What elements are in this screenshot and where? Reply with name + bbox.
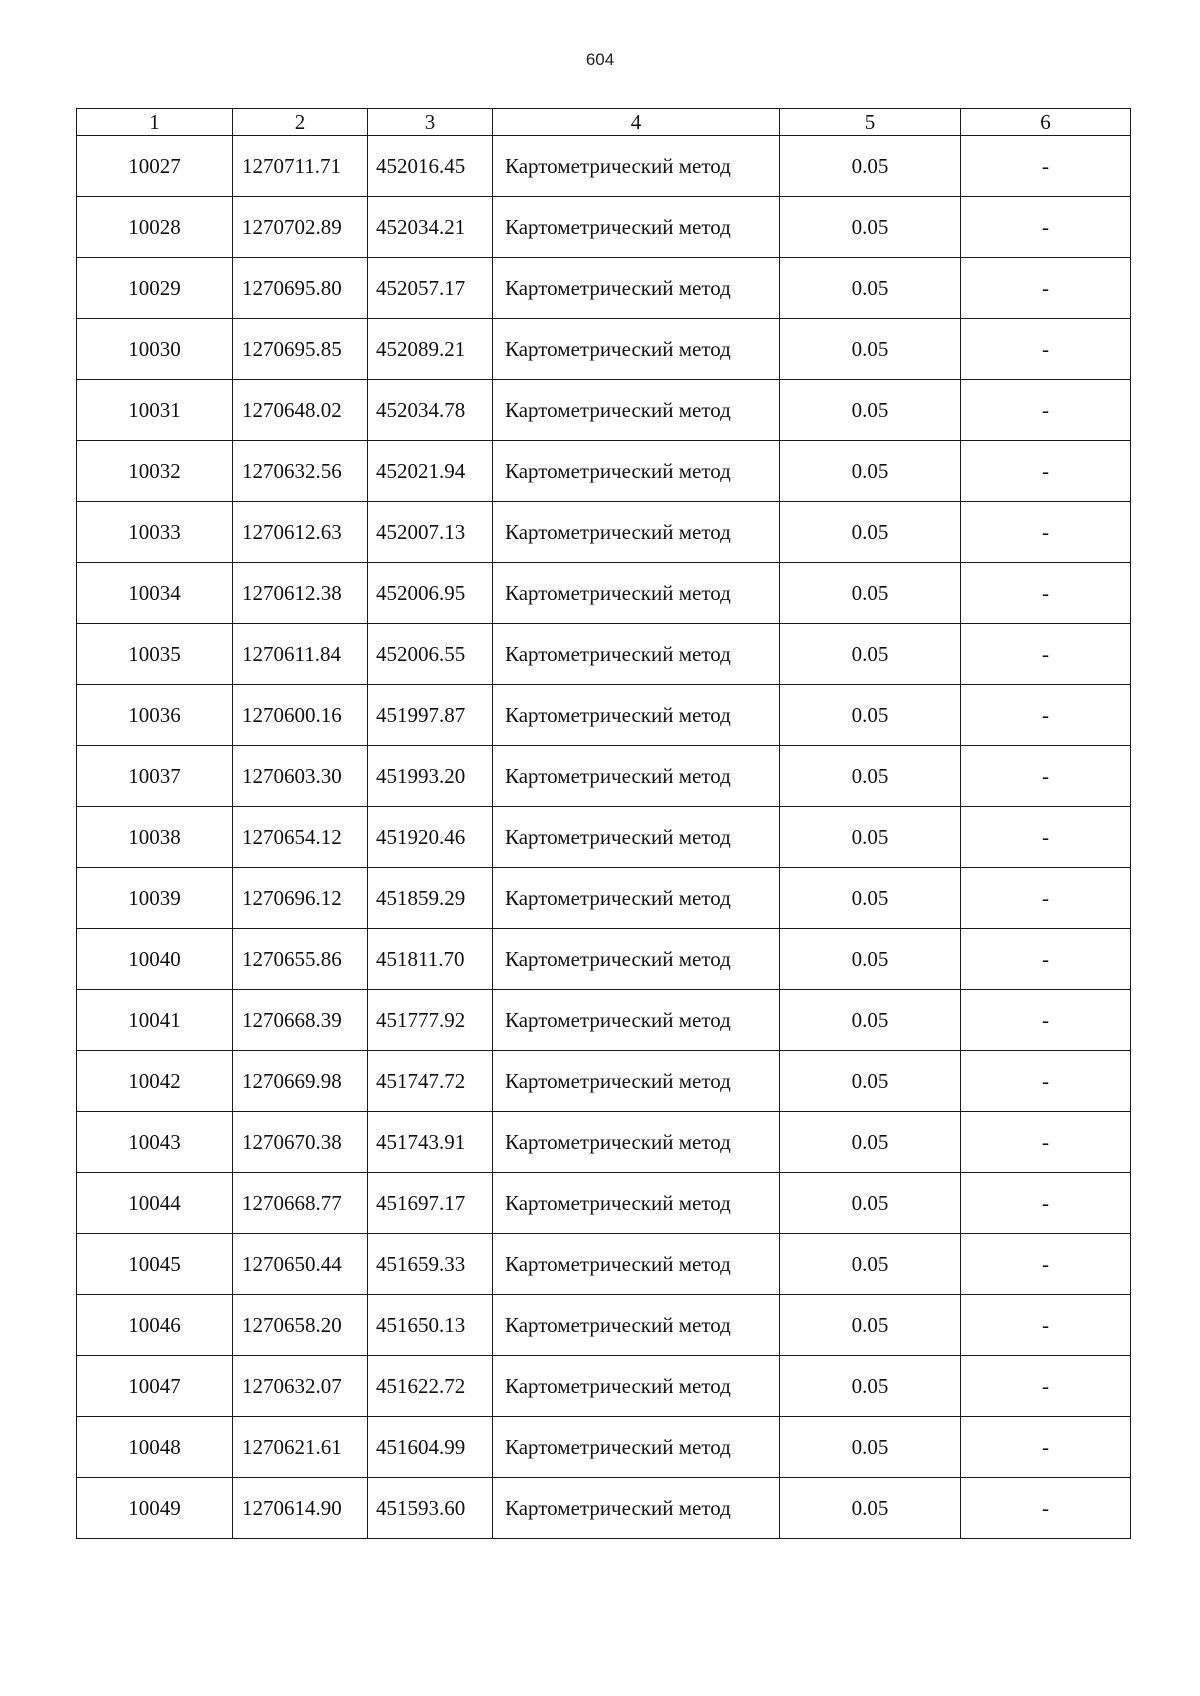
y-coordinate-cell: 451859.29: [368, 868, 493, 929]
note-cell: -: [961, 685, 1131, 746]
y-coordinate-cell: 452057.17: [368, 258, 493, 319]
accuracy-cell: 0.05: [780, 197, 961, 258]
y-coordinate-cell: 451593.60: [368, 1478, 493, 1539]
note-cell: -: [961, 807, 1131, 868]
y-coordinate-cell: 451811.70: [368, 929, 493, 990]
table-row: [77, 746, 1131, 807]
x-coordinate-cell: 1270612.38: [233, 563, 368, 624]
accuracy-cell: 0.05: [780, 441, 961, 502]
method-cell: Картометрический метод: [493, 1051, 780, 1112]
y-coordinate-cell: 451743.91: [368, 1112, 493, 1173]
note-cell: -: [961, 990, 1131, 1051]
method-cell: Картометрический метод: [493, 685, 780, 746]
y-coordinate-cell: 451920.46: [368, 807, 493, 868]
x-coordinate-cell: 1270614.90: [233, 1478, 368, 1539]
note-cell: -: [961, 197, 1131, 258]
column-header-2: 2: [233, 109, 368, 136]
table-row: [77, 258, 1131, 319]
point-number-cell: 10048: [77, 1417, 233, 1478]
table-header-row: [77, 109, 1131, 136]
note-cell: -: [961, 624, 1131, 685]
accuracy-cell: 0.05: [780, 1112, 961, 1173]
accuracy-cell: 0.05: [780, 624, 961, 685]
accuracy-cell: 0.05: [780, 1295, 961, 1356]
x-coordinate-cell: 1270655.86: [233, 929, 368, 990]
column-header-1: 1: [77, 109, 233, 136]
note-cell: -: [961, 929, 1131, 990]
accuracy-cell: 0.05: [780, 990, 961, 1051]
accuracy-cell: 0.05: [780, 502, 961, 563]
y-coordinate-cell: 452006.55: [368, 624, 493, 685]
point-number-cell: 10037: [77, 746, 233, 807]
table-row: [77, 1173, 1131, 1234]
accuracy-cell: 0.05: [780, 563, 961, 624]
y-coordinate-cell: 452006.95: [368, 563, 493, 624]
x-coordinate-cell: 1270668.77: [233, 1173, 368, 1234]
note-cell: -: [961, 1478, 1131, 1539]
point-number-cell: 10041: [77, 990, 233, 1051]
point-number-cell: 10039: [77, 868, 233, 929]
accuracy-cell: 0.05: [780, 1173, 961, 1234]
table-row: [77, 1295, 1131, 1356]
note-cell: -: [961, 380, 1131, 441]
y-coordinate-cell: 452016.45: [368, 136, 493, 197]
point-number-cell: 10049: [77, 1478, 233, 1539]
table-row: [77, 319, 1131, 380]
y-coordinate-cell: 452089.21: [368, 319, 493, 380]
table-row: [77, 1356, 1131, 1417]
column-header-5: 5: [780, 109, 961, 136]
table-row: [77, 136, 1131, 197]
column-header-4: 4: [493, 109, 780, 136]
y-coordinate-cell: 451993.20: [368, 746, 493, 807]
method-cell: Картометрический метод: [493, 319, 780, 380]
table-row: [77, 624, 1131, 685]
method-cell: Картометрический метод: [493, 136, 780, 197]
table-row: [77, 929, 1131, 990]
x-coordinate-cell: 1270632.56: [233, 441, 368, 502]
point-number-cell: 10042: [77, 1051, 233, 1112]
x-coordinate-cell: 1270669.98: [233, 1051, 368, 1112]
x-coordinate-cell: 1270670.38: [233, 1112, 368, 1173]
method-cell: Картометрический метод: [493, 807, 780, 868]
table-row: [77, 685, 1131, 746]
table-row: [77, 380, 1131, 441]
table-row: [77, 563, 1131, 624]
method-cell: Картометрический метод: [493, 929, 780, 990]
y-coordinate-cell: 452007.13: [368, 502, 493, 563]
method-cell: Картометрический метод: [493, 990, 780, 1051]
y-coordinate-cell: 451997.87: [368, 685, 493, 746]
y-coordinate-cell: 451604.99: [368, 1417, 493, 1478]
note-cell: -: [961, 319, 1131, 380]
table-row: [77, 1478, 1131, 1539]
point-number-cell: 10044: [77, 1173, 233, 1234]
method-cell: Картометрический метод: [493, 1478, 780, 1539]
accuracy-cell: 0.05: [780, 868, 961, 929]
table-row: [77, 1234, 1131, 1295]
method-cell: Картометрический метод: [493, 746, 780, 807]
method-cell: Картометрический метод: [493, 197, 780, 258]
y-coordinate-cell: 452034.78: [368, 380, 493, 441]
point-number-cell: 10043: [77, 1112, 233, 1173]
method-cell: Картометрический метод: [493, 1356, 780, 1417]
accuracy-cell: 0.05: [780, 1051, 961, 1112]
table-row: [77, 868, 1131, 929]
note-cell: -: [961, 1234, 1131, 1295]
accuracy-cell: 0.05: [780, 929, 961, 990]
x-coordinate-cell: 1270621.61: [233, 1417, 368, 1478]
x-coordinate-cell: 1270632.07: [233, 1356, 368, 1417]
x-coordinate-cell: 1270648.02: [233, 380, 368, 441]
point-number-cell: 10034: [77, 563, 233, 624]
point-number-cell: 10031: [77, 380, 233, 441]
point-number-cell: 10035: [77, 624, 233, 685]
note-cell: -: [961, 563, 1131, 624]
accuracy-cell: 0.05: [780, 1478, 961, 1539]
accuracy-cell: 0.05: [780, 685, 961, 746]
method-cell: Картометрический метод: [493, 1173, 780, 1234]
table-row: [77, 441, 1131, 502]
y-coordinate-cell: 451747.72: [368, 1051, 493, 1112]
x-coordinate-cell: 1270696.12: [233, 868, 368, 929]
accuracy-cell: 0.05: [780, 136, 961, 197]
note-cell: -: [961, 1051, 1131, 1112]
point-number-cell: 10036: [77, 685, 233, 746]
note-cell: -: [961, 1295, 1131, 1356]
x-coordinate-cell: 1270668.39: [233, 990, 368, 1051]
y-coordinate-cell: 452021.94: [368, 441, 493, 502]
point-number-cell: 10045: [77, 1234, 233, 1295]
note-cell: -: [961, 746, 1131, 807]
page-number: 604: [585, 50, 615, 69]
y-coordinate-cell: 451650.13: [368, 1295, 493, 1356]
x-coordinate-cell: 1270695.80: [233, 258, 368, 319]
table-row: [77, 1112, 1131, 1173]
table-row: [77, 1417, 1131, 1478]
column-header-6: 6: [961, 109, 1131, 136]
method-cell: Картометрический метод: [493, 1112, 780, 1173]
x-coordinate-cell: 1270600.16: [233, 685, 368, 746]
method-cell: Картометрический метод: [493, 563, 780, 624]
y-coordinate-cell: 452034.21: [368, 197, 493, 258]
point-number-cell: 10038: [77, 807, 233, 868]
point-number-cell: 10046: [77, 1295, 233, 1356]
method-cell: Картометрический метод: [493, 624, 780, 685]
note-cell: -: [961, 1417, 1131, 1478]
method-cell: Картометрический метод: [493, 502, 780, 563]
point-number-cell: 10028: [77, 197, 233, 258]
point-number-cell: 10032: [77, 441, 233, 502]
point-number-cell: 10030: [77, 319, 233, 380]
accuracy-cell: 0.05: [780, 807, 961, 868]
note-cell: -: [961, 136, 1131, 197]
x-coordinate-cell: 1270611.84: [233, 624, 368, 685]
accuracy-cell: 0.05: [780, 1356, 961, 1417]
accuracy-cell: 0.05: [780, 319, 961, 380]
method-cell: Картометрический метод: [493, 868, 780, 929]
accuracy-cell: 0.05: [780, 1234, 961, 1295]
note-cell: -: [961, 1112, 1131, 1173]
point-number-cell: 10047: [77, 1356, 233, 1417]
y-coordinate-cell: 451777.92: [368, 990, 493, 1051]
note-cell: -: [961, 502, 1131, 563]
y-coordinate-cell: 451659.33: [368, 1234, 493, 1295]
method-cell: Картометрический метод: [493, 1417, 780, 1478]
note-cell: -: [961, 868, 1131, 929]
point-number-cell: 10033: [77, 502, 233, 563]
accuracy-cell: 0.05: [780, 746, 961, 807]
x-coordinate-cell: 1270650.44: [233, 1234, 368, 1295]
x-coordinate-cell: 1270603.30: [233, 746, 368, 807]
x-coordinate-cell: 1270702.89: [233, 197, 368, 258]
table-row: [77, 197, 1131, 258]
method-cell: Картометрический метод: [493, 1295, 780, 1356]
note-cell: -: [961, 1356, 1131, 1417]
table-row: [77, 990, 1131, 1051]
note-cell: -: [961, 1173, 1131, 1234]
point-number-cell: 10029: [77, 258, 233, 319]
x-coordinate-cell: 1270654.12: [233, 807, 368, 868]
method-cell: Картометрический метод: [493, 258, 780, 319]
column-header-3: 3: [368, 109, 493, 136]
note-cell: -: [961, 258, 1131, 319]
accuracy-cell: 0.05: [780, 1417, 961, 1478]
method-cell: Картометрический метод: [493, 380, 780, 441]
coordinates-table: [76, 108, 1131, 1539]
x-coordinate-cell: 1270711.71: [233, 136, 368, 197]
method-cell: Картометрический метод: [493, 441, 780, 502]
method-cell: Картометрический метод: [493, 1234, 780, 1295]
note-cell: -: [961, 441, 1131, 502]
table-row: [77, 1051, 1131, 1112]
table-row: [77, 502, 1131, 563]
x-coordinate-cell: 1270658.20: [233, 1295, 368, 1356]
y-coordinate-cell: 451697.17: [368, 1173, 493, 1234]
accuracy-cell: 0.05: [780, 380, 961, 441]
x-coordinate-cell: 1270612.63: [233, 502, 368, 563]
accuracy-cell: 0.05: [780, 258, 961, 319]
x-coordinate-cell: 1270695.85: [233, 319, 368, 380]
y-coordinate-cell: 451622.72: [368, 1356, 493, 1417]
point-number-cell: 10027: [77, 136, 233, 197]
point-number-cell: 10040: [77, 929, 233, 990]
table-body: [77, 136, 1131, 1539]
table-row: [77, 807, 1131, 868]
